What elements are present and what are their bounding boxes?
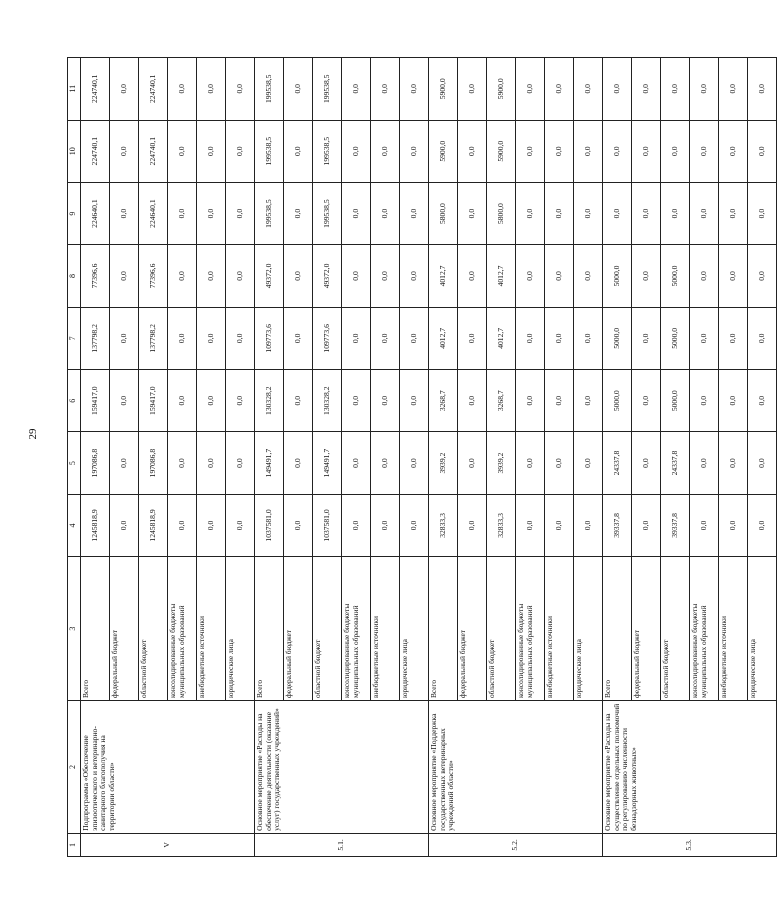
amount-cell: 5000,0 (603, 307, 632, 369)
section-name: Подпрограмма «Обеспечение эпизоотического и ветеринарно-санитарного благополучия на территории области» (81, 701, 255, 834)
amount-cell: 199538,5 (255, 120, 284, 182)
amount-cell: 5000,0 (603, 245, 632, 307)
amount-cell: 5900,0 (429, 120, 458, 182)
amount-cell: 0,0 (574, 494, 603, 556)
amount-cell: 0,0 (748, 58, 777, 121)
amount-cell: 0,0 (400, 432, 429, 494)
amount-cell: 0,0 (168, 307, 197, 369)
amount-cell: 224640,1 (81, 182, 110, 244)
amount-cell: 0,0 (661, 58, 690, 121)
amount-cell: 199538,5 (255, 182, 284, 244)
amount-cell: 0,0 (632, 182, 661, 244)
amount-cell: 0,0 (342, 370, 371, 432)
amount-cell: 0,0 (110, 120, 139, 182)
amount-cell: 5000,0 (661, 307, 690, 369)
amount-cell: 197086,8 (81, 432, 110, 494)
header-cell: 9 (68, 182, 81, 244)
amount-cell: 0,0 (342, 245, 371, 307)
amount-cell: 0,0 (400, 120, 429, 182)
amount-cell: 0,0 (284, 182, 313, 244)
amount-cell: 0,0 (400, 245, 429, 307)
section-name: Основное мероприятие «Расходы на обеспечение деятельности (оказание услуг) государственных учреждений» (255, 701, 429, 834)
amount-cell: 149491,7 (255, 432, 284, 494)
amount-cell: 0,0 (226, 58, 255, 121)
amount-cell: 0,0 (690, 432, 719, 494)
amount-cell: 0,0 (400, 58, 429, 121)
header-cell: 11 (68, 58, 81, 121)
amount-cell: 0,0 (690, 58, 719, 121)
amount-cell: 4012,7 (429, 245, 458, 307)
amount-cell: 0,0 (661, 182, 690, 244)
header-cell: 6 (68, 370, 81, 432)
amount-cell: 0,0 (110, 58, 139, 121)
header-row (68, 58, 81, 857)
amount-cell: 0,0 (110, 370, 139, 432)
amount-cell: 1245818,9 (81, 494, 110, 556)
amount-cell: 5900,0 (487, 120, 516, 182)
amount-cell: 130328,2 (255, 370, 284, 432)
amount-cell: 39337,8 (603, 494, 632, 556)
amount-cell: 5900,0 (429, 58, 458, 121)
amount-cell: 0,0 (545, 182, 574, 244)
amount-cell: 77396,6 (139, 245, 168, 307)
amount-cell: 137798,2 (139, 307, 168, 369)
amount-cell: 0,0 (226, 245, 255, 307)
amount-cell: 159417,0 (139, 370, 168, 432)
amount-cell: 0,0 (168, 494, 197, 556)
amount-cell: 0,0 (400, 370, 429, 432)
amount-cell: 0,0 (516, 494, 545, 556)
amount-cell: 0,0 (197, 307, 226, 369)
section-name: Основное мероприятие «Расходы на осуществление отдельных полномочий по регулированию численности безнадзорных животных» (603, 701, 777, 834)
amount-cell: 0,0 (197, 245, 226, 307)
amount-cell: 3939,2 (429, 432, 458, 494)
header-cell: 3 (68, 557, 81, 701)
amount-cell: 0,0 (545, 58, 574, 121)
amount-cell: 109773,6 (255, 307, 284, 369)
amount-cell: 32833,3 (487, 494, 516, 556)
amount-cell: 0,0 (516, 307, 545, 369)
amount-cell: 0,0 (661, 120, 690, 182)
table-row (81, 58, 110, 857)
funding-source: областной бюджет (139, 557, 168, 701)
funding-source: областной бюджет (487, 557, 516, 701)
amount-cell: 0,0 (284, 120, 313, 182)
funding-source: внебюджетные источники (371, 557, 400, 701)
amount-cell: 0,0 (632, 245, 661, 307)
amount-cell: 0,0 (226, 370, 255, 432)
amount-cell: 0,0 (197, 432, 226, 494)
amount-cell: 0,0 (371, 58, 400, 121)
amount-cell: 130328,2 (313, 370, 342, 432)
amount-cell: 0,0 (168, 432, 197, 494)
amount-cell: 0,0 (371, 370, 400, 432)
amount-cell: 0,0 (284, 58, 313, 121)
funding-source: консолидированные бюджеты муниципальных образований (168, 557, 197, 701)
section-number: 5.2. (429, 833, 603, 856)
amount-cell: 0,0 (371, 120, 400, 182)
amount-cell: 49372,0 (255, 245, 284, 307)
header-cell: 8 (68, 245, 81, 307)
amount-cell: 0,0 (284, 370, 313, 432)
amount-cell: 137798,2 (81, 307, 110, 369)
header-cell: 4 (68, 494, 81, 556)
amount-cell: 0,0 (748, 432, 777, 494)
funding-source: консолидированные бюджеты муниципальных образований (516, 557, 545, 701)
funding-source: федеральный бюджет (632, 557, 661, 701)
header-cell: 7 (68, 307, 81, 369)
amount-cell: 0,0 (284, 307, 313, 369)
amount-cell: 24337,8 (603, 432, 632, 494)
table-row (255, 58, 284, 857)
funding-source: Всего (255, 557, 284, 701)
amount-cell: 0,0 (284, 245, 313, 307)
funding-source: Всего (429, 557, 458, 701)
amount-cell: 199538,5 (255, 58, 284, 121)
table-row (429, 58, 458, 857)
amount-cell: 0,0 (748, 182, 777, 244)
funding-source: внебюджетные источники (545, 557, 574, 701)
page-number: 29 (27, 428, 39, 440)
funding-source: областной бюджет (313, 557, 342, 701)
amount-cell: 4012,7 (429, 307, 458, 369)
amount-cell: 0,0 (574, 182, 603, 244)
section-number: 5.3. (603, 833, 777, 856)
amount-cell: 4012,7 (487, 245, 516, 307)
amount-cell: 0,0 (516, 370, 545, 432)
funding-source: федеральный бюджет (284, 557, 313, 701)
amount-cell: 0,0 (574, 370, 603, 432)
amount-cell: 0,0 (545, 370, 574, 432)
amount-cell: 224740,1 (139, 120, 168, 182)
funding-source: Всего (81, 557, 110, 701)
amount-cell: 0,0 (458, 58, 487, 121)
amount-cell: 5000,0 (603, 370, 632, 432)
amount-cell: 0,0 (719, 307, 748, 369)
amount-cell: 0,0 (690, 307, 719, 369)
header-cell: 10 (68, 120, 81, 182)
amount-cell: 0,0 (371, 245, 400, 307)
header-cell: 5 (68, 432, 81, 494)
section-number: V (81, 833, 255, 856)
amount-cell: 0,0 (574, 307, 603, 369)
funding-source: Всего (603, 557, 632, 701)
amount-cell: 0,0 (545, 245, 574, 307)
amount-cell: 0,0 (458, 182, 487, 244)
funding-source: внебюджетные источники (719, 557, 748, 701)
amount-cell: 0,0 (400, 182, 429, 244)
amount-cell: 0,0 (400, 307, 429, 369)
amount-cell: 3939,2 (487, 432, 516, 494)
funding-source: юридические лица (574, 557, 603, 701)
amount-cell: 0,0 (371, 307, 400, 369)
amount-cell: 0,0 (168, 182, 197, 244)
amount-cell: 0,0 (748, 307, 777, 369)
section-number: 5.1. (255, 833, 429, 856)
amount-cell: 0,0 (458, 307, 487, 369)
amount-cell: 159417,0 (81, 370, 110, 432)
amount-cell: 0,0 (690, 182, 719, 244)
amount-cell: 0,0 (690, 494, 719, 556)
amount-cell: 0,0 (226, 182, 255, 244)
amount-cell: 0,0 (371, 432, 400, 494)
amount-cell: 0,0 (719, 494, 748, 556)
amount-cell: 0,0 (197, 58, 226, 121)
amount-cell: 5000,0 (661, 370, 690, 432)
amount-cell: 5000,0 (661, 245, 690, 307)
amount-cell: 0,0 (719, 432, 748, 494)
amount-cell: 39337,8 (661, 494, 690, 556)
amount-cell: 0,0 (168, 120, 197, 182)
amount-cell: 0,0 (516, 182, 545, 244)
amount-cell: 0,0 (342, 307, 371, 369)
funding-source: федеральный бюджет (110, 557, 139, 701)
amount-cell: 0,0 (226, 120, 255, 182)
amount-cell: 0,0 (545, 120, 574, 182)
amount-cell: 0,0 (110, 432, 139, 494)
amount-cell: 199538,5 (313, 182, 342, 244)
funding-source: юридические лица (226, 557, 255, 701)
amount-cell: 5800,0 (487, 182, 516, 244)
amount-cell: 0,0 (226, 432, 255, 494)
amount-cell: 0,0 (371, 494, 400, 556)
amount-cell: 0,0 (197, 182, 226, 244)
amount-cell: 0,0 (371, 182, 400, 244)
section-name: Основное мероприятие «Поддержка государственных ветеринарных учреждений области» (429, 701, 603, 834)
amount-cell: 199538,5 (313, 58, 342, 121)
amount-cell: 1037581,0 (313, 494, 342, 556)
amount-cell: 4012,7 (487, 307, 516, 369)
amount-cell: 0,0 (719, 120, 748, 182)
funding-source: консолидированные бюджеты муниципальных образований (690, 557, 719, 701)
amount-cell: 5900,0 (487, 58, 516, 121)
amount-cell: 0,0 (574, 58, 603, 121)
amount-cell: 0,0 (342, 120, 371, 182)
amount-cell: 0,0 (197, 494, 226, 556)
table-row (603, 58, 632, 857)
amount-cell: 77396,6 (81, 245, 110, 307)
amount-cell: 224740,1 (81, 58, 110, 121)
amount-cell: 0,0 (690, 245, 719, 307)
amount-cell: 49372,0 (313, 245, 342, 307)
amount-cell: 0,0 (603, 182, 632, 244)
amount-cell: 0,0 (719, 182, 748, 244)
funding-source: федеральный бюджет (458, 557, 487, 701)
amount-cell: 0,0 (400, 494, 429, 556)
amount-cell: 0,0 (110, 494, 139, 556)
amount-cell: 0,0 (632, 120, 661, 182)
amount-cell: 0,0 (603, 58, 632, 121)
amount-cell: 109773,6 (313, 307, 342, 369)
amount-cell: 0,0 (632, 370, 661, 432)
amount-cell: 0,0 (574, 245, 603, 307)
amount-cell: 0,0 (110, 307, 139, 369)
funding-source: юридические лица (400, 557, 429, 701)
amount-cell: 0,0 (748, 245, 777, 307)
amount-cell: 0,0 (284, 432, 313, 494)
amount-cell: 0,0 (516, 58, 545, 121)
amount-cell: 0,0 (168, 370, 197, 432)
table-body (68, 58, 777, 857)
amount-cell: 32833,3 (429, 494, 458, 556)
amount-cell: 0,0 (516, 120, 545, 182)
amount-cell: 0,0 (516, 432, 545, 494)
amount-cell: 0,0 (545, 494, 574, 556)
amount-cell: 0,0 (574, 432, 603, 494)
funding-source: областной бюджет (661, 557, 690, 701)
amount-cell: 0,0 (632, 494, 661, 556)
amount-cell: 0,0 (719, 58, 748, 121)
amount-cell: 0,0 (342, 432, 371, 494)
amount-cell: 0,0 (458, 120, 487, 182)
amount-cell: 197086,8 (139, 432, 168, 494)
amount-cell: 0,0 (226, 307, 255, 369)
amount-cell: 3268,7 (487, 370, 516, 432)
amount-cell: 0,0 (632, 58, 661, 121)
amount-cell: 0,0 (545, 432, 574, 494)
amount-cell: 224740,1 (81, 120, 110, 182)
amount-cell: 0,0 (458, 494, 487, 556)
funding-source: юридические лица (748, 557, 777, 701)
amount-cell: 0,0 (284, 494, 313, 556)
budget-table (67, 57, 777, 857)
amount-cell: 0,0 (168, 58, 197, 121)
amount-cell: 0,0 (342, 182, 371, 244)
amount-cell: 0,0 (719, 245, 748, 307)
amount-cell: 149491,7 (313, 432, 342, 494)
amount-cell: 0,0 (110, 245, 139, 307)
amount-cell: 24337,8 (661, 432, 690, 494)
amount-cell: 0,0 (719, 370, 748, 432)
amount-cell: 0,0 (197, 120, 226, 182)
amount-cell: 224640,1 (139, 182, 168, 244)
amount-cell: 0,0 (168, 245, 197, 307)
amount-cell: 0,0 (458, 370, 487, 432)
amount-cell: 0,0 (197, 370, 226, 432)
amount-cell: 224740,1 (139, 58, 168, 121)
funding-source: внебюджетные источники (197, 557, 226, 701)
header-cell: 1 (68, 833, 81, 856)
amount-cell: 199538,5 (313, 120, 342, 182)
amount-cell: 0,0 (632, 307, 661, 369)
amount-cell: 0,0 (690, 120, 719, 182)
amount-cell: 0,0 (458, 245, 487, 307)
amount-cell: 0,0 (603, 120, 632, 182)
amount-cell: 0,0 (632, 432, 661, 494)
amount-cell: 0,0 (748, 120, 777, 182)
amount-cell: 0,0 (748, 494, 777, 556)
amount-cell: 0,0 (516, 245, 545, 307)
amount-cell: 0,0 (342, 58, 371, 121)
amount-cell: 0,0 (342, 494, 371, 556)
amount-cell: 1245818,9 (139, 494, 168, 556)
amount-cell: 0,0 (690, 370, 719, 432)
amount-cell: 0,0 (458, 432, 487, 494)
amount-cell: 1037581,0 (255, 494, 284, 556)
amount-cell: 3268,7 (429, 370, 458, 432)
amount-cell: 0,0 (545, 307, 574, 369)
amount-cell: 0,0 (110, 182, 139, 244)
amount-cell: 0,0 (748, 370, 777, 432)
amount-cell: 0,0 (574, 120, 603, 182)
rotated-table-container (67, 57, 766, 857)
amount-cell: 0,0 (226, 494, 255, 556)
header-cell: 2 (68, 701, 81, 834)
funding-source: консолидированные бюджеты муниципальных образований (342, 557, 371, 701)
amount-cell: 5800,0 (429, 182, 458, 244)
